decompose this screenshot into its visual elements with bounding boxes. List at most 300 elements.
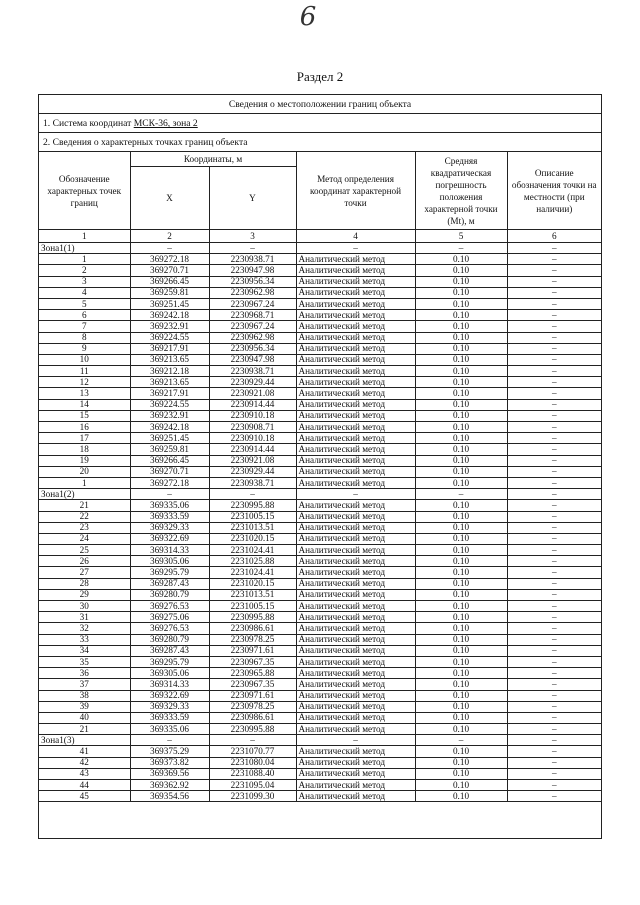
accuracy-cell: 0.10 <box>415 701 507 712</box>
table-row <box>39 399 601 410</box>
method-cell: Аналитический метод <box>296 589 415 600</box>
header-x: X <box>130 167 209 230</box>
coordinate-y: 2230995.88 <box>209 612 296 623</box>
coordinate-x: 369217.91 <box>130 343 209 354</box>
point-number: 32 <box>39 623 130 634</box>
accuracy-cell: 0.10 <box>415 567 507 578</box>
method-cell: Аналитический метод <box>296 511 415 522</box>
description-cell: – <box>507 556 601 567</box>
description-cell: – <box>507 511 601 522</box>
point-number: 1 <box>39 477 130 488</box>
method-cell: Аналитический метод <box>296 298 415 309</box>
description-cell: – <box>507 444 601 455</box>
header-designation: Обозначение характерных точек границ <box>39 152 130 230</box>
accuracy-cell: 0.10 <box>415 746 507 757</box>
point-number: 7 <box>39 321 130 332</box>
coordinate-x: 369224.55 <box>130 399 209 410</box>
coordinate-y: 2231013.51 <box>209 589 296 600</box>
coordinate-x: 369322.69 <box>130 690 209 701</box>
table-row <box>39 679 601 690</box>
coordinate-x: 369333.59 <box>130 712 209 723</box>
coordinate-x: 369275.06 <box>130 612 209 623</box>
method-cell: Аналитический метод <box>296 545 415 556</box>
method-cell: Аналитический метод <box>296 276 415 287</box>
description-cell: – <box>507 645 601 656</box>
dash-cell: – <box>209 243 296 254</box>
coordinate-y: 2231005.15 <box>209 601 296 612</box>
accuracy-cell: 0.10 <box>415 757 507 768</box>
column-number: 2 <box>130 230 209 243</box>
section-title: Раздел 2 <box>296 69 344 84</box>
method-cell: Аналитический метод <box>296 780 415 791</box>
coordinate-system-value: МСК-36, зона 2 <box>133 118 198 129</box>
accuracy-cell: 0.10 <box>415 477 507 488</box>
method-cell: Аналитический метод <box>296 522 415 533</box>
point-number: 9 <box>39 343 130 354</box>
table-row <box>39 321 601 332</box>
accuracy-cell: 0.10 <box>415 589 507 600</box>
coordinate-system-label: 1. Система координат <box>43 118 134 129</box>
coordinate-y: 2230995.88 <box>209 500 296 511</box>
description-cell: – <box>507 455 601 466</box>
method-cell: Аналитический метод <box>296 399 415 410</box>
coordinate-y: 2230914.44 <box>209 444 296 455</box>
coordinate-x: 369242.18 <box>130 310 209 321</box>
coordinate-x: 369333.59 <box>130 511 209 522</box>
method-cell: Аналитический метод <box>296 556 415 567</box>
method-cell: Аналитический метод <box>296 321 415 332</box>
description-cell: – <box>507 712 601 723</box>
description-cell: – <box>507 634 601 645</box>
dash-cell: – <box>507 735 601 746</box>
point-number: 18 <box>39 444 130 455</box>
point-number: 13 <box>39 388 130 399</box>
coordinate-y: 2230962.98 <box>209 287 296 298</box>
coordinate-x: 369272.18 <box>130 477 209 488</box>
accuracy-cell: 0.10 <box>415 287 507 298</box>
zone-row <box>39 489 601 500</box>
description-cell: – <box>507 601 601 612</box>
description-cell: – <box>507 612 601 623</box>
dash-cell: – <box>296 489 415 500</box>
point-number: 21 <box>39 724 130 735</box>
dash-cell: – <box>130 489 209 500</box>
point-number: 25 <box>39 545 130 556</box>
coordinate-x: 369266.45 <box>130 455 209 466</box>
accuracy-cell: 0.10 <box>415 623 507 634</box>
method-cell: Аналитический метод <box>296 533 415 544</box>
point-number: 11 <box>39 366 130 377</box>
coordinate-x: 369354.56 <box>130 791 209 802</box>
accuracy-cell: 0.10 <box>415 522 507 533</box>
method-cell: Аналитический метод <box>296 724 415 735</box>
coordinate-y: 2230986.61 <box>209 623 296 634</box>
table-row <box>39 343 601 354</box>
column-number: 6 <box>507 230 601 243</box>
table-row <box>39 701 601 712</box>
method-cell: Аналитический метод <box>296 746 415 757</box>
coordinate-x: 369270.71 <box>130 466 209 477</box>
table-row <box>39 645 601 656</box>
method-cell: Аналитический метод <box>296 477 415 488</box>
table-row <box>39 265 601 276</box>
table-row <box>39 500 601 511</box>
method-cell: Аналитический метод <box>296 668 415 679</box>
table-row <box>39 601 601 612</box>
coordinate-x: 369329.33 <box>130 701 209 712</box>
column-number: 5 <box>415 230 507 243</box>
method-cell: Аналитический метод <box>296 612 415 623</box>
accuracy-cell: 0.10 <box>415 354 507 365</box>
point-number: 37 <box>39 679 130 690</box>
table-row <box>39 780 601 791</box>
point-number: 42 <box>39 757 130 768</box>
point-number: 4 <box>39 287 130 298</box>
coordinate-y: 2230968.71 <box>209 310 296 321</box>
accuracy-cell: 0.10 <box>415 366 507 377</box>
method-cell: Аналитический метод <box>296 433 415 444</box>
table-row <box>39 522 601 533</box>
coordinate-y: 2230929.44 <box>209 466 296 477</box>
accuracy-cell: 0.10 <box>415 343 507 354</box>
method-cell: Аналитический метод <box>296 690 415 701</box>
method-cell: Аналитический метод <box>296 645 415 656</box>
description-cell: – <box>507 679 601 690</box>
coordinate-x: 369373.82 <box>130 757 209 768</box>
description-cell: – <box>507 321 601 332</box>
coordinate-y: 2231070.77 <box>209 746 296 757</box>
coordinate-x: 369335.06 <box>130 500 209 511</box>
coordinate-x: 369259.81 <box>130 444 209 455</box>
point-number: 45 <box>39 791 130 802</box>
table-row <box>39 433 601 444</box>
coordinate-y: 2230910.18 <box>209 410 296 421</box>
description-cell: – <box>507 757 601 768</box>
coordinate-x: 369314.33 <box>130 679 209 690</box>
table-row <box>39 276 601 287</box>
table-row <box>39 634 601 645</box>
table-row <box>39 366 601 377</box>
point-number: 31 <box>39 612 130 623</box>
boundary-table-frame <box>38 94 602 839</box>
table-row <box>39 410 601 421</box>
coordinate-y: 2230938.71 <box>209 477 296 488</box>
coordinate-y: 2230908.71 <box>209 422 296 433</box>
accuracy-cell: 0.10 <box>415 500 507 511</box>
coordinate-x: 369305.06 <box>130 668 209 679</box>
point-number: 6 <box>39 310 130 321</box>
point-number: 36 <box>39 668 130 679</box>
method-cell: Аналитический метод <box>296 455 415 466</box>
accuracy-cell: 0.10 <box>415 679 507 690</box>
column-number: 4 <box>296 230 415 243</box>
description-cell: – <box>507 477 601 488</box>
coordinate-y: 2230921.08 <box>209 455 296 466</box>
table-row <box>39 511 601 522</box>
coordinate-x: 369305.06 <box>130 556 209 567</box>
table-row <box>39 444 601 455</box>
coordinate-y: 2231025.88 <box>209 556 296 567</box>
coordinate-y: 2230986.61 <box>209 712 296 723</box>
dash-cell: – <box>130 243 209 254</box>
table-row <box>39 768 601 779</box>
dash-cell: – <box>507 243 601 254</box>
dash-cell: – <box>296 735 415 746</box>
description-cell: – <box>507 768 601 779</box>
accuracy-cell: 0.10 <box>415 668 507 679</box>
description-cell: – <box>507 388 601 399</box>
table-row <box>39 589 601 600</box>
table-row <box>39 298 601 309</box>
dash-cell: – <box>296 243 415 254</box>
coordinate-y: 2230938.71 <box>209 254 296 265</box>
method-cell: Аналитический метод <box>296 332 415 343</box>
table-row <box>39 724 601 735</box>
accuracy-cell: 0.10 <box>415 578 507 589</box>
accuracy-cell: 0.10 <box>415 768 507 779</box>
accuracy-cell: 0.10 <box>415 612 507 623</box>
description-cell: – <box>507 522 601 533</box>
zone-name: Зона1(2) <box>39 489 130 500</box>
table-row <box>39 455 601 466</box>
coordinate-x: 369369.56 <box>130 768 209 779</box>
method-cell: Аналитический метод <box>296 444 415 455</box>
description-cell: – <box>507 533 601 544</box>
accuracy-cell: 0.10 <box>415 265 507 276</box>
method-cell: Аналитический метод <box>296 701 415 712</box>
coordinate-x: 369335.06 <box>130 724 209 735</box>
accuracy-cell: 0.10 <box>415 645 507 656</box>
point-number: 35 <box>39 656 130 667</box>
description-cell: – <box>507 589 601 600</box>
point-number: 2 <box>39 265 130 276</box>
accuracy-cell: 0.10 <box>415 634 507 645</box>
point-number: 41 <box>39 746 130 757</box>
dash-cell: – <box>415 735 507 746</box>
dash-cell: – <box>130 735 209 746</box>
coordinate-y: 2230956.34 <box>209 276 296 287</box>
coordinate-y: 2231020.15 <box>209 578 296 589</box>
coordinate-y: 2231024.41 <box>209 545 296 556</box>
description-cell: – <box>507 354 601 365</box>
point-number: 27 <box>39 567 130 578</box>
zone-row <box>39 243 601 254</box>
points-table-body <box>39 243 601 802</box>
coordinate-y: 2230910.18 <box>209 433 296 444</box>
coordinate-x: 369272.18 <box>130 254 209 265</box>
accuracy-cell: 0.10 <box>415 433 507 444</box>
coordinate-x: 369329.33 <box>130 522 209 533</box>
page-number: 6 <box>299 2 317 32</box>
table-row <box>39 712 601 723</box>
coordinate-y: 2231099.30 <box>209 791 296 802</box>
description-cell: – <box>507 433 601 444</box>
coordinate-x: 369287.43 <box>130 578 209 589</box>
method-cell: Аналитический метод <box>296 601 415 612</box>
coordinate-x: 369259.81 <box>130 287 209 298</box>
method-cell: Аналитический метод <box>296 634 415 645</box>
accuracy-cell: 0.10 <box>415 533 507 544</box>
table-row <box>39 388 601 399</box>
point-number: 21 <box>39 500 130 511</box>
header-description: Описание обозначения точки на местности (при наличии) <box>507 152 601 230</box>
point-number: 19 <box>39 455 130 466</box>
point-number: 8 <box>39 332 130 343</box>
method-cell: Аналитический метод <box>296 410 415 421</box>
coordinate-x: 369322.69 <box>130 533 209 544</box>
header-coordinates: Координаты, м <box>130 152 296 167</box>
coordinate-y: 2230938.71 <box>209 366 296 377</box>
method-cell: Аналитический метод <box>296 791 415 802</box>
point-number: 20 <box>39 466 130 477</box>
table-row <box>39 791 601 802</box>
coordinate-y: 2230967.35 <box>209 679 296 690</box>
accuracy-cell: 0.10 <box>415 321 507 332</box>
method-cell: Аналитический метод <box>296 366 415 377</box>
method-cell: Аналитический метод <box>296 254 415 265</box>
description-cell: – <box>507 780 601 791</box>
coordinate-y: 2230914.44 <box>209 399 296 410</box>
dash-cell: – <box>415 243 507 254</box>
accuracy-cell: 0.10 <box>415 724 507 735</box>
description-cell: – <box>507 399 601 410</box>
method-cell: Аналитический метод <box>296 712 415 723</box>
point-number: 34 <box>39 645 130 656</box>
description-cell: – <box>507 265 601 276</box>
coordinate-y: 2230947.98 <box>209 265 296 276</box>
table-row <box>39 567 601 578</box>
coordinate-x: 369276.53 <box>130 623 209 634</box>
description-cell: – <box>507 724 601 735</box>
point-number: 30 <box>39 601 130 612</box>
table-row <box>39 757 601 768</box>
point-number: 39 <box>39 701 130 712</box>
coordinate-x: 369266.45 <box>130 276 209 287</box>
point-number: 44 <box>39 780 130 791</box>
coordinate-x: 369232.91 <box>130 321 209 332</box>
coordinate-x: 369224.55 <box>130 332 209 343</box>
coordinate-y: 2230967.35 <box>209 656 296 667</box>
accuracy-cell: 0.10 <box>415 712 507 723</box>
point-number: 28 <box>39 578 130 589</box>
accuracy-cell: 0.10 <box>415 298 507 309</box>
coordinate-x: 369213.65 <box>130 377 209 388</box>
coordinate-y: 2231095.04 <box>209 780 296 791</box>
method-cell: Аналитический метод <box>296 354 415 365</box>
coordinate-y: 2231020.15 <box>209 533 296 544</box>
table-row <box>39 545 601 556</box>
point-number: 24 <box>39 533 130 544</box>
coordinate-y: 2231005.15 <box>209 511 296 522</box>
description-cell: – <box>507 410 601 421</box>
table-row <box>39 310 601 321</box>
description-cell: – <box>507 746 601 757</box>
description-cell: – <box>507 668 601 679</box>
description-cell: – <box>507 287 601 298</box>
point-number: 43 <box>39 768 130 779</box>
description-cell: – <box>507 567 601 578</box>
coordinate-x: 369251.45 <box>130 298 209 309</box>
accuracy-cell: 0.10 <box>415 399 507 410</box>
accuracy-cell: 0.10 <box>415 556 507 567</box>
coordinate-x: 369295.79 <box>130 567 209 578</box>
method-cell: Аналитический метод <box>296 287 415 298</box>
coordinate-y: 2230995.88 <box>209 724 296 735</box>
description-cell: – <box>507 578 601 589</box>
zone-row <box>39 735 601 746</box>
coordinate-y: 2230978.25 <box>209 634 296 645</box>
zone-name: Зона1(1) <box>39 243 130 254</box>
accuracy-cell: 0.10 <box>415 388 507 399</box>
coordinate-y: 2230971.61 <box>209 690 296 701</box>
zone-name: Зона1(3) <box>39 735 130 746</box>
point-number: 26 <box>39 556 130 567</box>
method-cell: Аналитический метод <box>296 623 415 634</box>
coordinate-y: 2230929.44 <box>209 377 296 388</box>
coordinate-x: 369276.53 <box>130 601 209 612</box>
table-row <box>39 656 601 667</box>
coordinate-x: 369270.71 <box>130 265 209 276</box>
method-cell: Аналитический метод <box>296 377 415 388</box>
accuracy-cell: 0.10 <box>415 545 507 556</box>
description-cell: – <box>507 366 601 377</box>
coordinate-y: 2230947.98 <box>209 354 296 365</box>
dash-cell: – <box>209 735 296 746</box>
dash-cell: – <box>415 489 507 500</box>
description-cell: – <box>507 791 601 802</box>
accuracy-cell: 0.10 <box>415 511 507 522</box>
description-cell: – <box>507 377 601 388</box>
point-number: 40 <box>39 712 130 723</box>
coordinate-x: 369314.33 <box>130 545 209 556</box>
coordinate-y: 2230971.61 <box>209 645 296 656</box>
description-cell: – <box>507 332 601 343</box>
point-number: 5 <box>39 298 130 309</box>
header-accuracy: Средняя квадратическая погрешность положения характерной точки (Mt), м <box>415 152 507 230</box>
table-title: Сведения о местоположении границ объекта <box>39 95 601 114</box>
points-title: 2. Сведения о характерных точках границ объекта <box>39 133 601 152</box>
table-row <box>39 746 601 757</box>
method-cell: Аналитический метод <box>296 466 415 477</box>
point-number: 15 <box>39 410 130 421</box>
point-number: 22 <box>39 511 130 522</box>
point-number: 29 <box>39 589 130 600</box>
point-number: 10 <box>39 354 130 365</box>
point-number: 16 <box>39 422 130 433</box>
table-row <box>39 354 601 365</box>
coordinate-y: 2230967.24 <box>209 321 296 332</box>
method-cell: Аналитический метод <box>296 567 415 578</box>
description-cell: – <box>507 422 601 433</box>
dash-cell: – <box>507 489 601 500</box>
table-row <box>39 422 601 433</box>
point-number: 17 <box>39 433 130 444</box>
point-number: 23 <box>39 522 130 533</box>
method-cell: Аналитический метод <box>296 768 415 779</box>
coordinate-x: 369280.79 <box>130 589 209 600</box>
coordinate-x: 369375.29 <box>130 746 209 757</box>
coordinate-y: 2231088.40 <box>209 768 296 779</box>
method-cell: Аналитический метод <box>296 500 415 511</box>
coordinate-x: 369217.91 <box>130 388 209 399</box>
method-cell: Аналитический метод <box>296 679 415 690</box>
description-cell: – <box>507 701 601 712</box>
table-row <box>39 668 601 679</box>
table-row <box>39 477 601 488</box>
table-row <box>39 623 601 634</box>
table-row <box>39 377 601 388</box>
coordinate-x: 369242.18 <box>130 422 209 433</box>
